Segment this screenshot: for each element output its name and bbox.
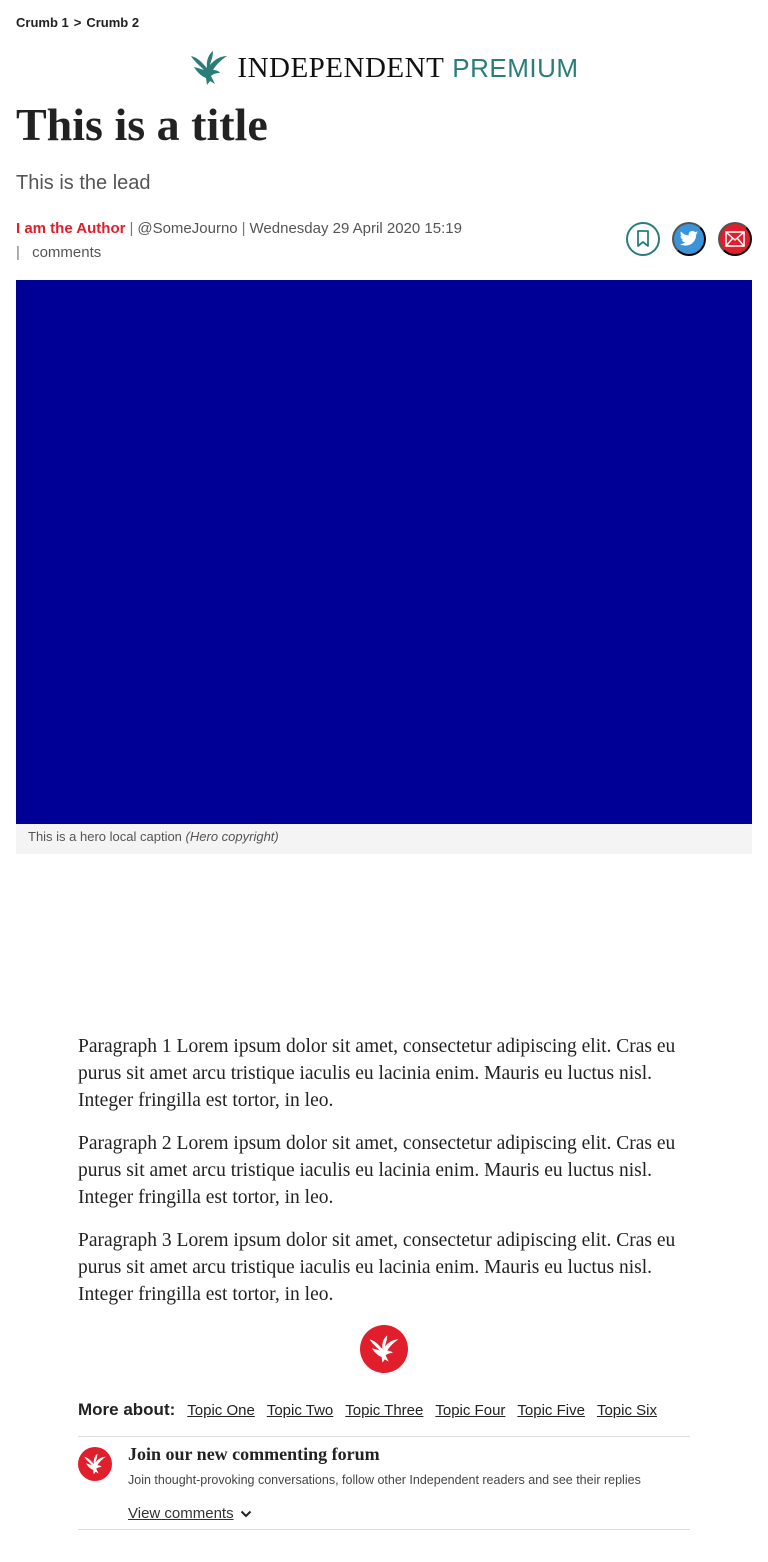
bookmark-button[interactable] [626, 222, 660, 256]
paragraph: Paragraph 1 Lorem ipsum dolor sit amet, consectetur adipiscing elit. Cras eu purus sit amet arcu tristique iaculis eu lacinia enim. Mauris eu luctus nisl. Integer fringilla est tortor, in leo. [78, 1036, 676, 1111]
forum-heading: Join our new commenting forum [128, 1444, 380, 1464]
publish-date: Wednesday 29 April 2020 15:19 [249, 220, 462, 237]
paragraph: Paragraph 3 Lorem ipsum dolor sit amet, consectetur adipiscing elit. Cras eu purus sit amet arcu tristique iaculis eu lacinia enim. Mauris eu luctus nisl. Integer fringilla est tortor, in leo. [78, 1230, 676, 1305]
twitter-share-button[interactable] [672, 222, 706, 256]
author-handle[interactable]: @SomeJourno [137, 220, 238, 237]
topic-link[interactable]: Topic Five [517, 1401, 585, 1419]
hero-copyright: (Hero copyright) [185, 829, 279, 844]
article-body [78, 1033, 690, 1324]
bookmark-icon [636, 230, 650, 248]
twitter-icon [679, 230, 699, 248]
brand-wordmark: INDEPENDENT [237, 51, 445, 84]
forum-description: Join thought-provoking conversations, follow other Independent readers and see their replies [128, 1473, 641, 1487]
topic-link[interactable]: Topic Two [266, 1401, 334, 1419]
topic-link[interactable]: Topic One [187, 1401, 255, 1419]
byline-divider: | [241, 220, 246, 237]
page-title: This is a title [16, 99, 268, 150]
chevron-down-icon [240, 1510, 252, 1518]
eagle-icon [368, 1334, 400, 1364]
byline-divider: | [16, 244, 20, 261]
comments-link[interactable]: comments [32, 244, 102, 261]
author-link[interactable]: I am the Author [16, 220, 126, 237]
byline [16, 217, 576, 265]
email-share-button[interactable] [718, 222, 752, 256]
eagle-logo-icon [189, 50, 229, 86]
paragraph: Paragraph 2 Lorem ipsum dolor sit amet, consectetur adipiscing elit. Cras eu purus sit amet arcu tristique iaculis eu lacinia enim. Mauris eu luctus nisl. Integer fringilla est tortor, in leo. [78, 1133, 676, 1208]
breadcrumb-item-1[interactable]: Crumb 1 [16, 15, 69, 30]
hero-image [16, 280, 752, 824]
premium-label: PREMIUM [452, 52, 579, 83]
topic-link[interactable]: Topic Four [435, 1401, 506, 1419]
topic-link[interactable]: Topic Three [345, 1401, 424, 1419]
eagle-icon [83, 1453, 107, 1475]
comment-forum-promo [78, 1436, 690, 1530]
more-about-label: More about: [78, 1400, 176, 1419]
view-comments-label: View comments [128, 1505, 234, 1522]
breadcrumb-separator: > [73, 15, 82, 30]
breadcrumb-item-2[interactable]: Crumb 2 [86, 15, 140, 30]
breadcrumb [16, 15, 139, 30]
more-about [78, 1400, 657, 1420]
hero-caption-text: This is a hero local caption [28, 829, 182, 844]
topic-link[interactable]: Topic Six [596, 1401, 657, 1419]
view-comments-button[interactable] [128, 1505, 252, 1522]
forum-logo [78, 1447, 112, 1481]
byline-divider: | [129, 220, 134, 237]
hero-caption [16, 824, 752, 854]
email-icon [725, 231, 745, 247]
masthead[interactable] [0, 48, 768, 88]
article-end-logo [360, 1325, 408, 1373]
article-lead: This is the lead [16, 172, 151, 194]
